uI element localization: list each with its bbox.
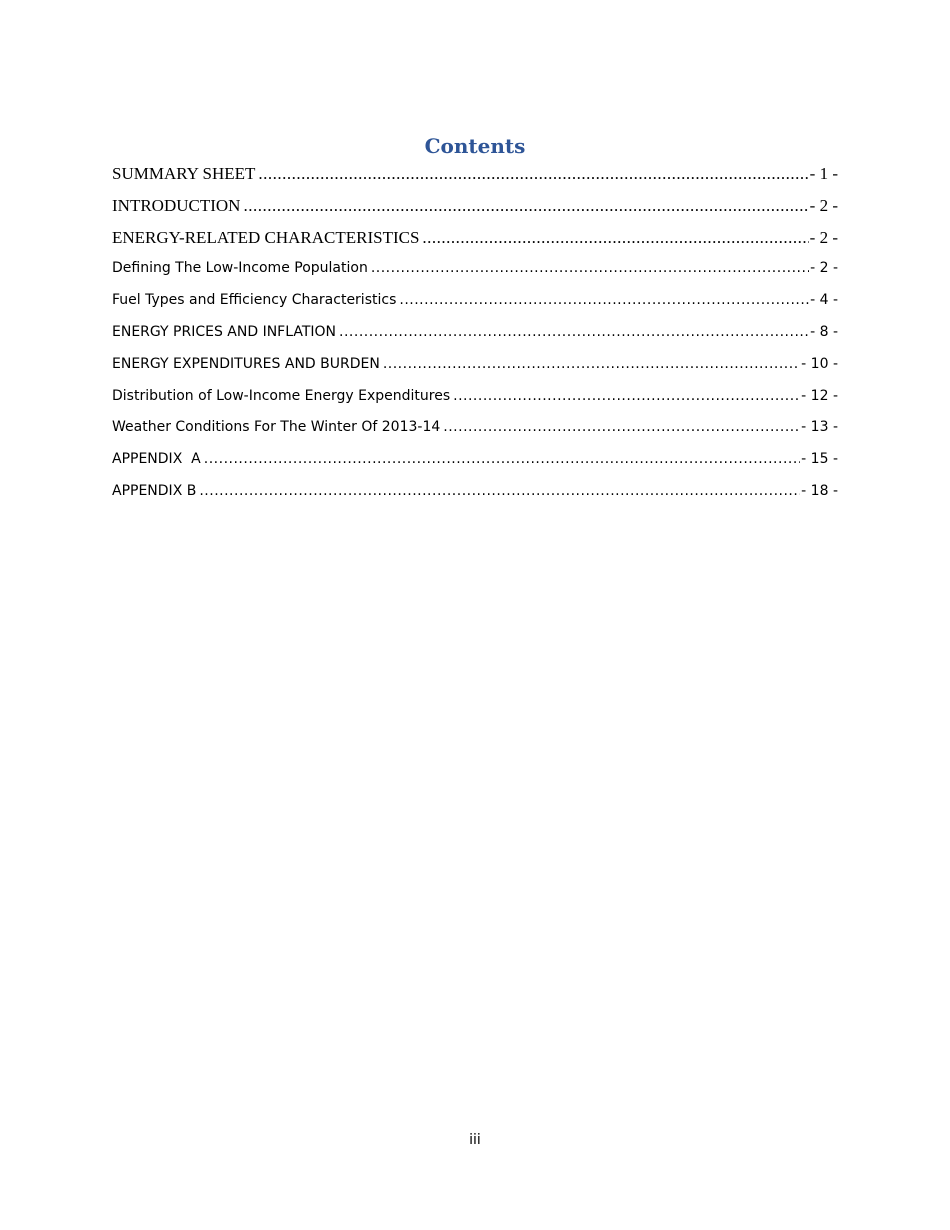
toc-leader-dots [243, 190, 808, 222]
toc-entry-page: - 1 - [809, 164, 838, 183]
toc-entry-appendix-a[interactable] [112, 444, 838, 476]
toc-leader-dots [371, 253, 809, 285]
table-of-contents [112, 158, 838, 508]
toc-entry-appendix-b[interactable] [112, 476, 838, 508]
toc-entry-label: Fuel Types and Efficiency Characteristics [112, 292, 397, 309]
toc-entry-label: ENERGY PRICES AND INFLATION [112, 323, 337, 340]
toc-leader-dots [258, 158, 808, 190]
toc-leader-dots [204, 444, 800, 476]
toc-entry-page: - 4 - [810, 292, 838, 309]
toc-entry-label: APPENDIX A [112, 451, 201, 468]
toc-entry-page: - 18 - [801, 482, 838, 499]
toc-entry-introduction[interactable] [112, 190, 838, 222]
toc-entry-label: Defining The Low-Income Population [112, 260, 368, 277]
toc-entry-weather-conditions[interactable] [112, 412, 838, 444]
toc-entry-page: - 10 - [801, 355, 838, 372]
toc-entry-page: - 2 - [809, 227, 838, 247]
toc-entry-label: SUMMARY SHEET [112, 164, 256, 183]
toc-entry-label: ENERGY-RELATED CHARACTERISTICS [112, 227, 420, 247]
toc-entry-page: - 8 - [810, 323, 838, 340]
toc-leader-dots [443, 412, 800, 444]
page-title: Contents [424, 134, 526, 158]
toc-entry-defining-low-income-population[interactable] [112, 253, 838, 285]
toc-entry-label: Distribution of Low-Income Energy Expenditures [112, 387, 451, 404]
toc-entry-page: - 12 - [801, 387, 838, 404]
toc-entry-summary-sheet[interactable] [112, 158, 838, 190]
toc-leader-dots [199, 476, 800, 508]
toc-leader-dots [422, 222, 808, 254]
toc-entry-distribution-expenditures[interactable] [112, 381, 838, 413]
toc-entry-energy-prices[interactable] [112, 317, 838, 349]
toc-entry-label: APPENDIX B [112, 482, 197, 499]
toc-entry-label: INTRODUCTION [112, 195, 241, 215]
toc-entry-page: - 2 - [809, 195, 838, 215]
toc-entry-page: - 2 - [810, 260, 838, 277]
toc-leader-dots [383, 349, 800, 381]
toc-entry-label: Weather Conditions For The Winter Of 2013-14 [112, 419, 441, 436]
toc-entry-label: ENERGY EXPENDITURES AND BURDEN [112, 355, 380, 372]
toc-leader-dots [339, 317, 809, 349]
toc-entry-page: - 15 - [801, 451, 838, 468]
toc-leader-dots [399, 285, 809, 317]
toc-entry-energy-expenditures[interactable] [112, 349, 838, 381]
page-number: iii [469, 1132, 481, 1148]
toc-entry-fuel-types[interactable] [112, 285, 838, 317]
toc-entry-page: - 13 - [801, 419, 838, 436]
toc-leader-dots [453, 381, 800, 413]
toc-entry-energy-related-characteristics[interactable] [112, 222, 838, 254]
